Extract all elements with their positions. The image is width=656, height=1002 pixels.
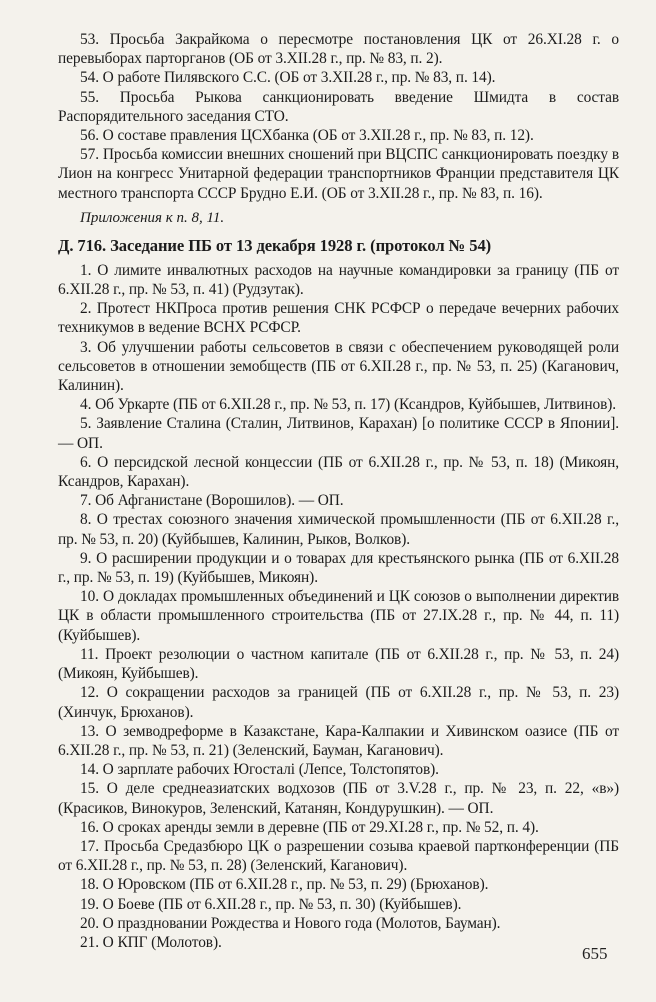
list-item: 54. О работе Пилявского С.С. (ОБ от 3.XII.28 г., пр. № 83, п. 14). [80,69,496,87]
list-item: 56. О составе правления ЦСХбанка (ОБ от 3.XII.28 г., пр. № 83, п. 12). [80,127,534,145]
list-item: 20. О праздновании Рождества и Нового года (Молотов, Бауман). [80,914,501,932]
top-items-list [58,30,619,203]
list-item: 6. О персидской лесной концессии (ПБ от 6.XII.28 г., пр. № 53, п. 18) (Микоян, Ксандров, Карахан). [58,453,619,491]
list-item: 55. Просьба Рыкова санкционировать введение Шмидта в состав Распорядительного заседания СТО. [58,88,619,125]
list-item: 2. Протест НКПроса против решения СНК РСФСР о передаче вечерних рабочих техникумов в ведение ВСНХ РСФСР. [58,300,619,337]
list-item: 19. О Боеве (ПБ от 6.XII.28 г., пр. № 53, п. 30) (Куйбышев). [80,895,462,913]
list-item: 10. О докладах промышленных объединений и ЦК союзов о выполнении директив ЦК в области промышленного строительства (ПБ от 27.IX.28 г., пр. № 44, п. 11) (Куйбышев). [58,588,619,644]
list-item: 18. О Юровском (ПБ от 6.XII.28 г., пр. № 53, п. 29) (Брюханов). [80,876,489,894]
list-item: 16. О сроках аренды земли в деревне (ПБ от 29.XI.28 г., пр. № 52, п. 4). [80,818,539,836]
list-item: 12. О сокращении расходов за границей (ПБ от 6.XII.28 г., пр. № 53, п. 23) (Хинчук, Брюханов). [58,684,619,721]
page-number: 655 [582,944,608,963]
appendix-note: Приложения к п. 8, 11. [80,209,225,226]
list-item: 13. О земводреформе в Казакстане, Кара-Калпакии и Хивинском оазисе (ПБ от 6.XII.28 г., пр. № 53, п. 21) (Зеленский, Бауман, Каганович). [58,722,619,759]
list-item: 8. О трестах союзного значения химической промышленности (ПБ от 6.XII.28 г., пр. № 53, п. 20) (Куйбышев, Калинин, Рыков, Волков). [58,511,619,548]
document-page [58,30,619,952]
list-item: 4. Об Уркарте (ПБ от 6.XII.28 г., пр. № 53, п. 17) (Ксандров, Куйбышев, Литвинов). [80,396,617,414]
list-item: 57. Просьба комиссии внешних сношений при ВЦСПС санкционировать поездку в Лион на конгресс Унитарной федерации транспортников Франции представителя ЦК местного транспорта СССР Брудно Е.И. (ОБ от 3.XII.28 г., пр. № 83, п. 16). [58,146,619,202]
list-item: 3. Об улучшении работы сельсоветов в связи с обеспечением руководящей роли сельсоветов в отношении земобществ (ПБ от 6.XII.28 г., пр. № 53, п. 25) (Каганович, Калинин). [58,338,619,395]
section-heading: Д. 716. Заседание ПБ от 13 декабря 1928 г. (протокол № 54) [58,235,492,255]
list-item: 7. Об Афганистане (Ворошилов). — ОП. [80,492,344,510]
list-item: 11. Проект резолюции о частном капитале (ПБ от 6.XII.28 г., пр. № 53, п. 24) (Микоян, Куйбышев). [58,645,619,683]
list-item: 5. Заявление Сталина (Сталин, Литвинов, Карахан) [о политике СССР в Японии]. — ОП. [58,415,619,452]
list-item: 53. Просьба Закрайкома о пересмотре постановления ЦК от 26.XI.28 г. о перевыборах парторганов (ОБ от 3.XII.28 г., пр. № 83, п. 2). [58,31,619,68]
list-item: 9. О расширении продукции и о товарах для крестьянского рынка (ПБ от 6.XII.28 г., пр. № 53, п. 19) (Куйбышев, Микоян). [58,549,619,587]
list-item: 21. О КПГ (Молотов). [80,933,222,951]
agenda-items-list [58,261,619,952]
list-item: 17. Просьба Средазбюро ЦК о разрешении созыва краевой партконференции (ПБ от 6.XII.28 г., пр. № 53, п. 28) (Зеленский, Каганович). [58,837,619,875]
list-item: 15. О деле среднеазиатских водхозов (ПБ от 3.V.28 г., пр. № 23, п. 22, «в») (Красиков, Винокуров, Зеленский, Катанян, Кондурушкин). — ОП. [58,780,619,817]
list-item: 14. О зарплате рабочих Югосталі (Лепсе, Толстопятов). [80,761,439,779]
list-item: 1. О лимите инвалютных расходов на научные командировки за границу (ПБ от 6.XII.28 г., пр. № 53, п. 41) (Рудзутак). [58,261,619,299]
